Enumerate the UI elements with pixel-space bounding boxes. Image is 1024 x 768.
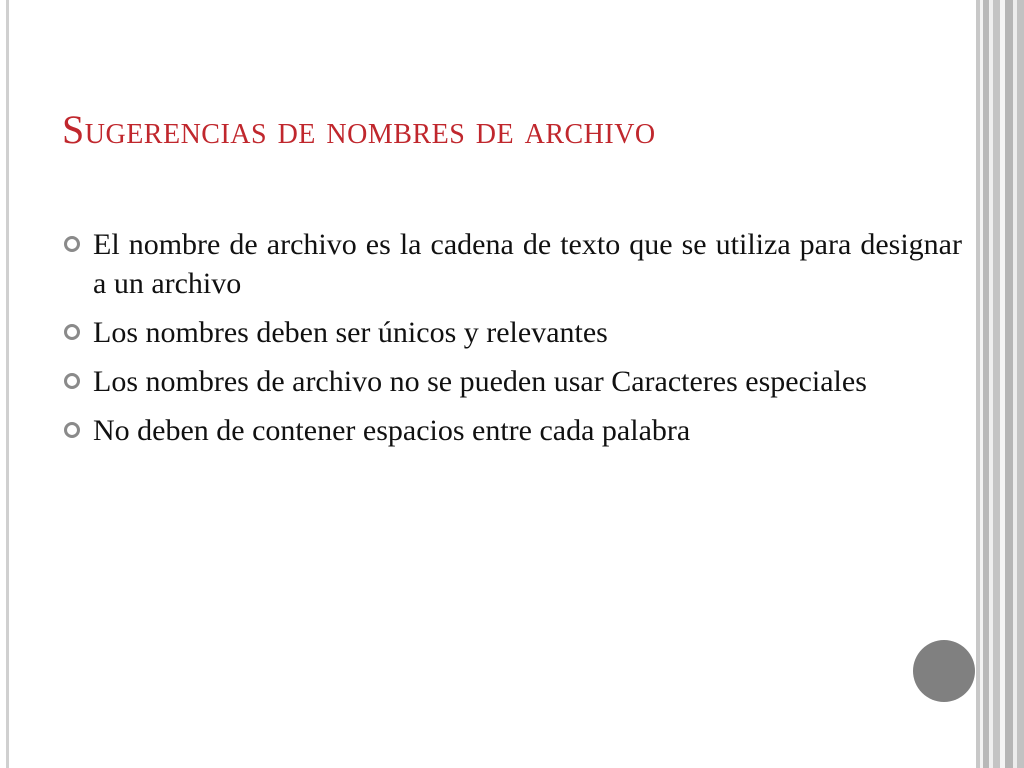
slide-title: Sugerencias de nombres de archivo [62, 107, 656, 152]
bullet-text: Los nombres de archivo no se pueden usar Caracteres especiales [93, 365, 867, 398]
nav-circle-icon[interactable] [913, 640, 975, 702]
bullet-text: No deben de contener espacios entre cada palabra [93, 414, 691, 447]
right-bar-7 [1005, 0, 1013, 768]
hollow-circle-bullet-icon [64, 324, 80, 340]
bullet-text: El nombre de archivo es la cadena de texto que se utiliza para designar a un archivo [93, 228, 962, 300]
right-bar-5 [993, 0, 1000, 768]
right-decorative-bars [976, 0, 1024, 768]
bullet-item [62, 411, 962, 450]
bullet-text: Los nombres deben ser únicos y relevantes [93, 316, 608, 349]
hollow-circle-bullet-icon [64, 373, 80, 389]
bullet-item [62, 313, 962, 352]
hollow-circle-bullet-icon [64, 236, 80, 252]
bullet-list [62, 225, 962, 460]
hollow-circle-bullet-icon [64, 422, 80, 438]
left-border-line [6, 0, 9, 768]
right-bar-9 [1017, 0, 1024, 768]
bullet-item [62, 362, 962, 401]
bullet-item [62, 225, 962, 303]
